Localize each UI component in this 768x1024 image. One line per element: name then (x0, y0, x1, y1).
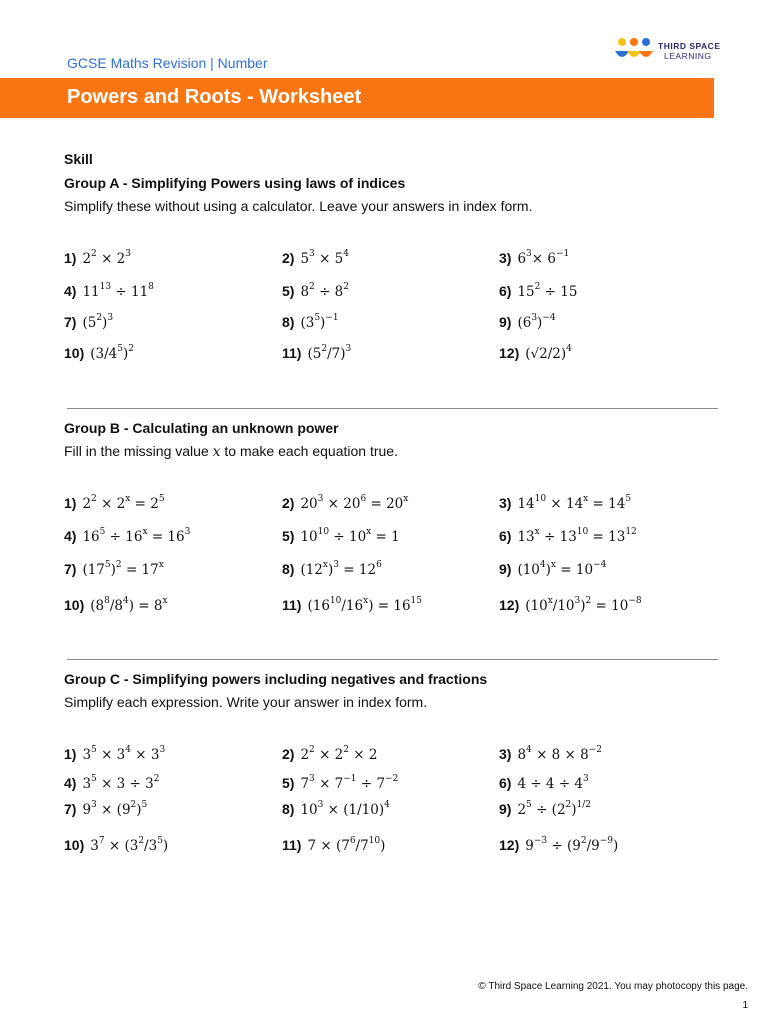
question-expression: $2^5 \div (2^2)^{1/2}$ (517, 800, 592, 818)
instruction-text-pre: Fill in the missing value (64, 443, 213, 459)
group-c-question-5 (282, 774, 398, 793)
group-c-question-6 (499, 774, 589, 793)
group-b-question-2 (282, 494, 408, 513)
question-number: 2) (282, 746, 295, 762)
question-expression: $2^2 \times 2^x = 2^5$ (82, 494, 165, 512)
group-c-question-11 (282, 836, 385, 855)
question-expression: $(12^x)^3 = 12^6$ (300, 560, 382, 578)
group-a-question-7 (64, 313, 113, 332)
question-number: 1) (64, 495, 77, 511)
question-number: 12) (499, 345, 520, 361)
logo-mark-icon (612, 37, 656, 65)
group-c-question-3 (499, 745, 602, 764)
title-banner (0, 78, 714, 118)
skill-label: Skill (64, 151, 93, 167)
group-c-question-9 (499, 800, 591, 819)
question-number: 2) (282, 250, 295, 266)
question-expression: $(3/4^5)^2$ (90, 344, 134, 362)
group-b-question-3 (499, 494, 631, 513)
question-number: 8) (282, 561, 295, 577)
divider-b-c (67, 659, 718, 660)
question-expression: $9^3 \times (9^2)^5$ (82, 800, 148, 818)
group-a-question-11 (282, 344, 351, 363)
question-expression: $(6^3)^{-4}$ (517, 313, 556, 331)
group-b-question-11 (282, 596, 422, 615)
group-b-question-4 (64, 527, 190, 546)
question-number: 10) (64, 345, 85, 361)
question-expression: $5^3 \times 5^4$ (300, 249, 349, 267)
group-c-question-12 (499, 836, 618, 855)
question-expression: $10^3 \times (1/10)^4$ (300, 800, 390, 818)
question-number: 10) (64, 837, 85, 853)
question-number: 9) (499, 561, 512, 577)
question-number: 12) (499, 837, 520, 853)
question-number: 11) (282, 345, 302, 361)
question-number: 8) (282, 801, 295, 817)
group-c-question-7 (64, 800, 147, 819)
group-a-question-3 (499, 249, 569, 268)
question-expression: $(10^4)^x = 10^{-4}$ (517, 560, 607, 578)
group-b-question-1 (64, 494, 165, 513)
question-number: 5) (282, 775, 295, 791)
question-expression: $10^{10} \div 10^x = 1$ (300, 527, 400, 545)
question-number: 9) (499, 801, 512, 817)
group-a-title: Group A - Simplifying Powers using laws of indices (64, 175, 406, 191)
question-expression: $8^2 \div 8^2$ (300, 282, 349, 300)
group-b-question-5 (282, 527, 400, 546)
question-expression: $9^{-3} \div (9^2/9^{-9})$ (525, 836, 619, 854)
group-a-instruction: Simplify these without using a calculator. Leave your answers in index form. (64, 198, 533, 214)
group-a-question-2 (282, 249, 349, 268)
group-c-question-8 (282, 800, 390, 819)
footer-copyright: © Third Space Learning 2021. You may photocopy this page. (478, 981, 748, 992)
question-expression: $2^2 \times 2^3$ (82, 249, 131, 267)
group-a-question-5 (282, 282, 349, 301)
question-number: 7) (64, 561, 77, 577)
group-c-question-4 (64, 774, 159, 793)
question-expression: $8^4 \times 8 \times 8^{-2}$ (517, 745, 603, 763)
question-expression: $(8^8/8^4) = 8^x$ (90, 596, 168, 614)
question-expression: $13^x \div 13^{10} = 13^{12}$ (517, 527, 637, 545)
question-expression: $4 \div 4 \div 4^3$ (517, 774, 589, 792)
group-c-question-10 (64, 836, 168, 855)
group-b-title: Group B - Calculating an unknown power (64, 420, 339, 436)
question-number: 3) (499, 495, 512, 511)
question-expression: $3^7 \times (3^2/3^5)$ (90, 836, 169, 854)
question-expression: $2^2 \times 2^2 \times 2$ (300, 745, 378, 763)
question-number: 4) (64, 528, 77, 544)
group-b-question-8 (282, 560, 382, 579)
question-number: 12) (499, 597, 520, 613)
question-number: 9) (499, 314, 512, 330)
group-b-question-12 (499, 596, 642, 615)
question-number: 1) (64, 746, 77, 762)
question-number: 11) (282, 597, 302, 613)
question-expression: $11^{13} \div 11^8$ (82, 282, 154, 300)
question-number: 6) (499, 283, 512, 299)
question-expression: $(16^{10}/16^x) = 16^{15}$ (307, 596, 422, 614)
page-number: 1 (742, 1000, 748, 1011)
group-b-instruction (64, 443, 398, 460)
group-a-question-1 (64, 249, 131, 268)
question-expression: $7^3 \times 7^{-1} \div 7^{-2}$ (300, 774, 399, 792)
logo-line-2: LEARNING (664, 51, 712, 61)
question-expression: $(10^x/10^3)^2 = 10^{-8}$ (525, 596, 642, 614)
question-expression: $16^5 \div 16^x = 16^3$ (82, 527, 191, 545)
question-number: 3) (499, 250, 512, 266)
question-number: 6) (499, 775, 512, 791)
question-number: 8) (282, 314, 295, 330)
group-a-question-10 (64, 344, 134, 363)
divider-a-b (67, 408, 718, 409)
logo-line-1: THIRD SPACE (658, 41, 721, 51)
question-number: 7) (64, 314, 77, 330)
instruction-text-post: to make each equation true. (220, 443, 398, 459)
group-c-question-1 (64, 745, 165, 764)
group-a-question-12 (499, 344, 572, 363)
question-expression: $20^3 \times 20^6 = 20^x$ (300, 494, 409, 512)
group-b-question-10 (64, 596, 168, 615)
logo-text (658, 41, 721, 61)
question-expression: $(5^2)^3$ (82, 313, 114, 331)
group-b-question-7 (64, 560, 164, 579)
page-title: Powers and Roots - Worksheet (67, 86, 362, 108)
question-number: 4) (64, 283, 77, 299)
group-c-instruction: Simplify each expression. Write your answer in index form. (64, 694, 428, 710)
group-a-question-6 (499, 282, 577, 301)
header-subtitle: GCSE Maths Revision | Number (67, 55, 268, 71)
question-expression: $15^2 \div 15$ (517, 282, 578, 300)
question-expression: $3^5 \times 3 \div 3^2$ (82, 774, 160, 792)
question-expression: $14^{10} \times 14^x = 14^5$ (517, 494, 632, 512)
group-c-title: Group C - Simplifying powers including negatives and fractions (64, 671, 488, 687)
question-expression: $(√2/2)^4$ (525, 344, 572, 362)
question-expression: $7 \times (7^6/7^{10})$ (307, 836, 386, 854)
third-space-learning-logo (612, 37, 742, 65)
group-a-question-9 (499, 313, 556, 332)
question-number: 3) (499, 746, 512, 762)
instruction-variable: x (212, 444, 221, 460)
group-b-question-9 (499, 560, 606, 579)
question-number: 1) (64, 250, 77, 266)
question-number: 11) (282, 837, 302, 853)
question-expression: $(3^5)^{-1}$ (300, 313, 339, 331)
question-number: 5) (282, 283, 295, 299)
question-number: 5) (282, 528, 295, 544)
question-number: 6) (499, 528, 512, 544)
group-a-question-4 (64, 282, 154, 301)
question-expression: $(17^5)^2 = 17^x$ (82, 560, 164, 578)
group-a-question-8 (282, 313, 339, 332)
question-expression: $3^5 \times 3^4 \times 3^3$ (82, 745, 166, 763)
question-number: 7) (64, 801, 77, 817)
question-expression: $6^3\times 6^{-1}$ (517, 249, 570, 267)
group-c-question-2 (282, 745, 377, 764)
question-number: 4) (64, 775, 77, 791)
question-number: 10) (64, 597, 85, 613)
question-expression: $(5^2/7)^3$ (307, 344, 352, 362)
group-b-question-6 (499, 527, 637, 546)
question-number: 2) (282, 495, 295, 511)
